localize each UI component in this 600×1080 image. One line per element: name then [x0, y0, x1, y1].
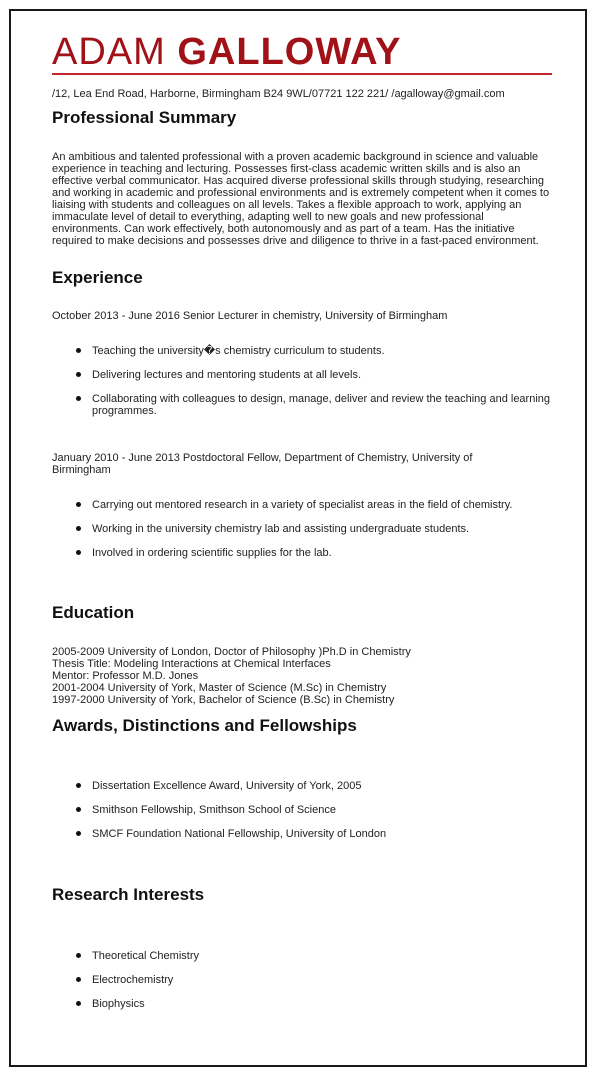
- list-item: Delivering lectures and mentoring students at all levels.: [52, 369, 557, 381]
- summary-text: An ambitious and talented professional with a proven academic background in science and valuable experience in teaching and lecturing. Possesses first-class academic written skills and is also an effective verbal communicator. Has acquired diverse professional skills through studying, researching and working in academic and professional environments and is extremely competent when it comes to liaising with students and colleagues on all levels. Takes a flexible approach to work, applying an immaculate level of detail to everything, adapting well to new goals and new professional environments. Can work effectively, both autonomously and as part of a team. Has the initiative required to make decisions and possesses drive and diligence to thrive in a fast-paced environment.: [52, 151, 550, 247]
- header-divider: [52, 73, 552, 75]
- list-item: Carrying out mentored research in a variety of specialist areas in the field of chemistry.: [52, 499, 557, 511]
- research-heading: Research Interests: [52, 885, 205, 904]
- job-duties-list: [52, 499, 557, 571]
- bullet-icon: [76, 372, 81, 377]
- list-item: Smithson Fellowship, Smithson School of Science: [52, 804, 557, 816]
- contact-details: /12, Lea End Road, Harborne, Birmingham B24 9WL/07721 122 221/ /agalloway@gmail.com: [52, 88, 505, 100]
- experience-heading: Experience: [52, 268, 143, 287]
- education-line: 2001-2004 University of York, Master of Science (M.Sc) in Chemistry: [52, 682, 387, 694]
- list-item: Biophysics: [52, 998, 557, 1010]
- list-item: Theoretical Chemistry: [52, 950, 557, 962]
- bullet-icon: [76, 348, 81, 353]
- bullet-icon: [76, 502, 81, 507]
- candidate-name: [52, 30, 401, 74]
- education-line: 1997-2000 University of York, Bachelor of Science (B.Sc) in Chemistry: [52, 694, 395, 706]
- education-line: Mentor: Professor M.D. Jones: [52, 670, 199, 682]
- job-title: October 2013 - June 2016 Senior Lecturer in chemistry, University of Birmingham: [52, 310, 448, 322]
- education-line: Thesis Title: Modeling Interactions at Chemical Interfaces: [52, 658, 331, 670]
- education-list: [52, 646, 411, 706]
- list-item: Electrochemistry: [52, 974, 557, 986]
- bullet-icon: [76, 807, 81, 812]
- list-item: Working in the university chemistry lab and assisting undergraduate students.: [52, 523, 557, 535]
- list-item: Teaching the university�s chemistry curriculum to students.: [52, 345, 557, 357]
- bullet-icon: [76, 977, 81, 982]
- awards-list: [52, 780, 557, 852]
- bullet-icon: [76, 550, 81, 555]
- job-title: January 2010 - June 2013 Postdoctoral Fellow, Department of Chemistry, University of Birmingham: [52, 452, 473, 476]
- list-item: Involved in ordering scientific supplies for the lab.: [52, 547, 557, 559]
- education-heading: Education: [52, 603, 135, 622]
- education-line: 2005-2009 University of London, Doctor of Philosophy )Ph.D in Chemistry: [52, 646, 411, 658]
- bullet-icon: [76, 526, 81, 531]
- bullet-icon: [76, 783, 81, 788]
- bullet-icon: [76, 1001, 81, 1006]
- research-list: [52, 950, 557, 1022]
- bullet-icon: [76, 831, 81, 836]
- summary-heading: Professional Summary: [52, 108, 237, 127]
- last-name: GALLOWAY: [177, 31, 402, 73]
- list-item: Dissertation Excellence Award, University of York, 2005: [52, 780, 557, 792]
- bullet-icon: [76, 953, 81, 958]
- list-item: Collaborating with colleagues to design, manage, deliver and review the teaching and learning programmes.: [52, 393, 557, 417]
- list-item: SMCF Foundation National Fellowship, University of London: [52, 828, 557, 840]
- bullet-icon: [76, 396, 81, 401]
- first-name: ADAM: [52, 31, 166, 73]
- awards-heading: Awards, Distinctions and Fellowships: [52, 716, 357, 735]
- job-duties-list: [52, 345, 557, 429]
